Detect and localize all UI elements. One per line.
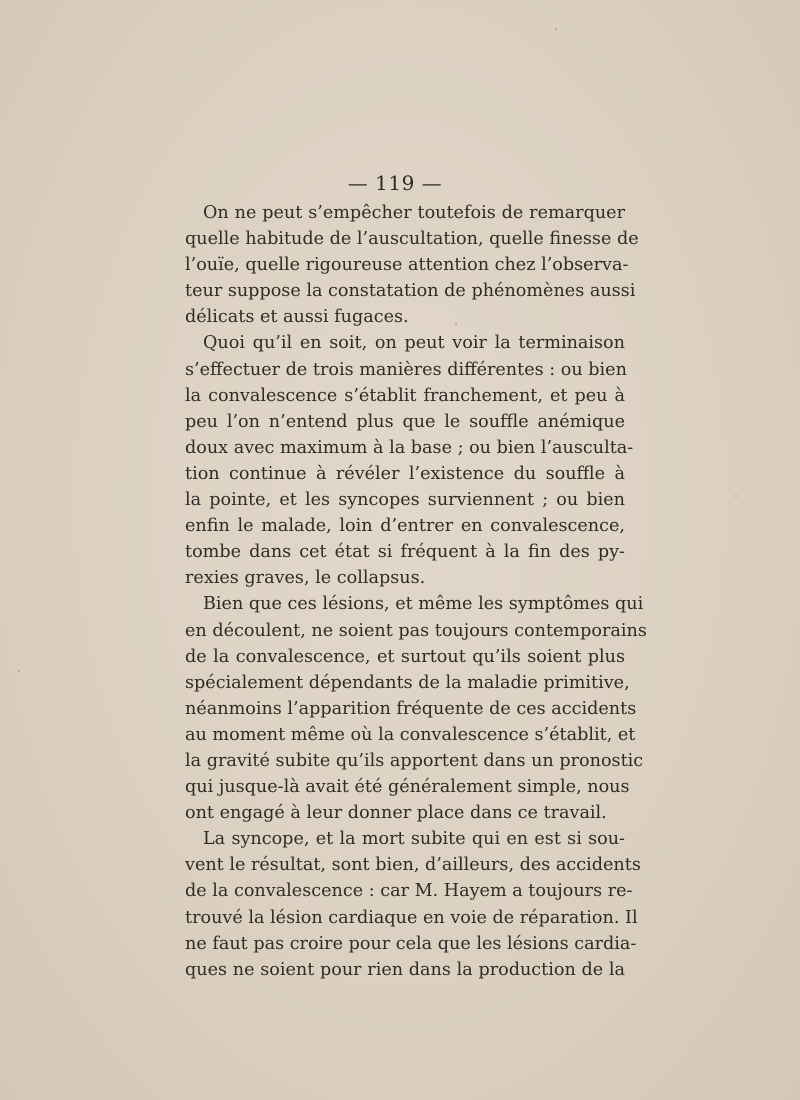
text-line: La syncope, et la mort subite qui en est si sou- (203, 829, 625, 850)
text-line: ont engagé à leur donner place dans ce travail. (185, 803, 607, 824)
paper-speck (735, 495, 737, 497)
text-line: de la convalescence : car M. Hayem a toujours re- (185, 881, 633, 902)
text-line: l’ouïe, quelle rigoureuse attention chez l’observa- (185, 255, 629, 276)
text-line: délicats et aussi fugaces. (185, 307, 409, 328)
text-line: au moment même où la convalescence s’établit, et (185, 724, 636, 745)
text-line: peu l’on n’entend plus que le souffle anémique (185, 411, 625, 432)
text-line: enfin le malade, loin d’entrer en convalescence, (185, 516, 625, 537)
text-line: vent le résultat, sont bien, d’ailleurs, des accidents (185, 855, 641, 876)
text-line: ne faut pas croire pour cela que les lésions cardia- (185, 933, 637, 954)
text-line: ques ne soient pour rien dans la production de la (185, 959, 625, 980)
text-line: rexies graves, le collapsus. (185, 568, 426, 589)
body-text (185, 200, 647, 983)
text-line: néanmoins l’apparition fréquente de ces accidents (185, 698, 637, 719)
page-number: — 119 — (347, 171, 443, 195)
text-line: doux avec maximum à la base ; ou bien l’ausculta- (185, 437, 634, 458)
text-line: quelle habitude de l’auscultation, quelle finesse de (185, 229, 639, 250)
text-line: tombe dans cet état si fréquent à la fin des py- (185, 542, 625, 563)
text-line: teur suppose la constatation de phénomènes aussi (185, 281, 636, 302)
text-line: spécialement dépendants de la maladie primitive, (185, 672, 630, 693)
text-line: qui jusque-là avait été généralement simple, nous (185, 777, 630, 798)
paper-speck (18, 670, 20, 672)
text-line: Bien que ces lésions, et même les symptômes qui (203, 594, 644, 615)
text-line: la gravité subite qu’ils apportent dans un pronostic (185, 750, 644, 771)
text-line: la pointe, et les syncopes surviennent ; ou bien (185, 490, 625, 511)
text-line: en découlent, ne soient pas toujours contemporains (185, 620, 647, 641)
text-line: s’effectuer de trois manières différentes : ou bien (185, 359, 627, 380)
text-line: trouvé la lésion cardiaque en voie de réparation. Il (185, 907, 638, 928)
paper-speck (555, 28, 557, 30)
text-line: de la convalescence, et surtout qu’ils soient plus (185, 646, 625, 667)
text-line: tion continue à révéler l’existence du souffle à (185, 463, 625, 484)
paper-speck (455, 323, 457, 325)
text-line: On ne peut s’empêcher toutefois de remarquer (203, 203, 625, 223)
text-line: la convalescence s’établit franchement, et peu à (185, 385, 625, 406)
text-line: Quoi qu’il en soit, on peut voir la terminaison (203, 333, 625, 354)
